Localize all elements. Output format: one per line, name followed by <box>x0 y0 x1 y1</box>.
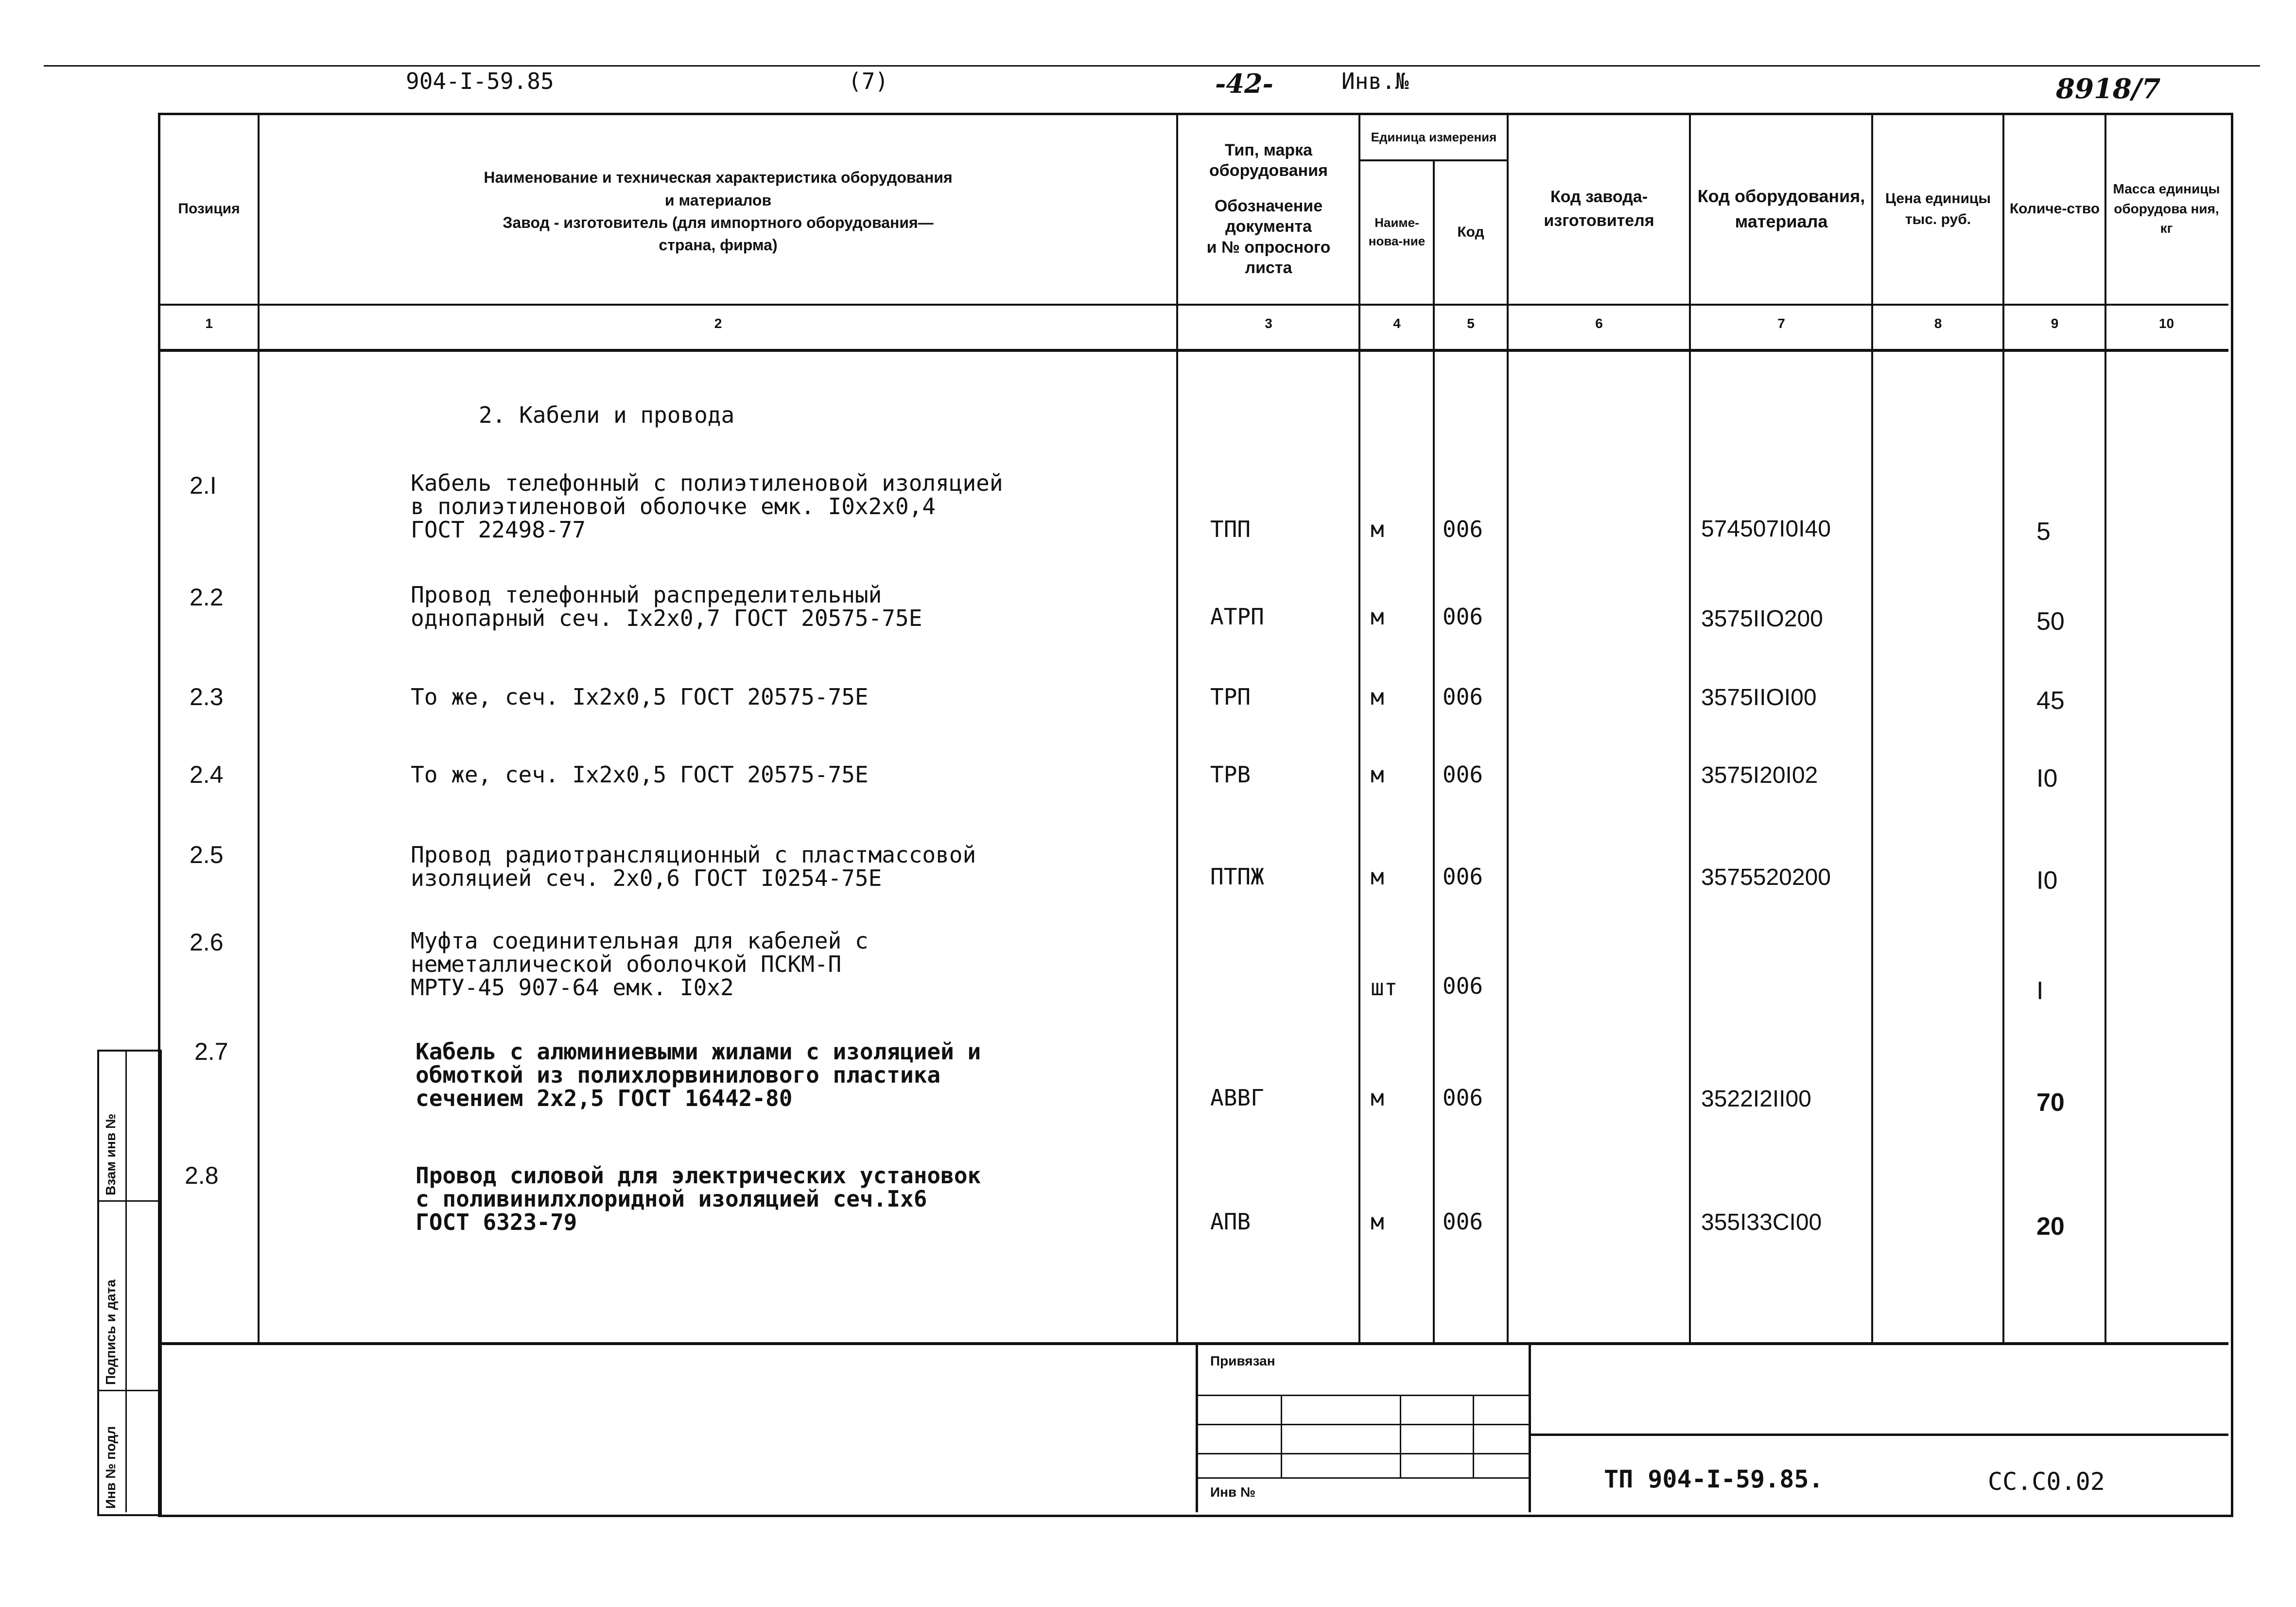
row-name: Кабель телефонный с полиэтиленовой изоляцией в полиэтиленовой оболочке емк. I0x2x0,4 ГОСТ 22498-77 <box>411 470 1003 543</box>
row-quantity: I0 <box>2036 866 2058 895</box>
header-name-line4: страна, фирма) <box>659 236 778 254</box>
header-name-line2: и материалов <box>664 191 772 209</box>
stamp-divider <box>1473 1395 1474 1477</box>
header-unit-group: Единица измерения <box>1371 130 1497 145</box>
row-unit-code: 006 <box>1443 1209 1483 1235</box>
header-type <box>1179 126 1358 292</box>
row-material-code: 3522I2II00 <box>1701 1086 1811 1112</box>
row-material-code: 3575I20I02 <box>1701 762 1818 788</box>
row-position: 2.6 <box>190 929 224 956</box>
doc-code: 904-I-59.85 <box>406 68 554 94</box>
header-price: Цена единицы тыс. руб. <box>1885 190 1991 227</box>
row-position: 2.8 <box>185 1162 219 1189</box>
row-name: Провод радиотрансляционный с пластмассовой изоляцией сеч. 2x0,6 ГОСТ I0254-75Е <box>411 842 976 891</box>
top-rule <box>44 65 2260 67</box>
row-name: Провод силовой для электрических установок с поливинилхлоридной изоляцией сеч.Ix6 ГОСТ 6323-79 <box>416 1162 981 1235</box>
row-quantity: 20 <box>2036 1212 2065 1241</box>
col-divider <box>1358 113 1360 1342</box>
row-quantity: 45 <box>2036 687 2065 715</box>
inventory-label: Инв.№ <box>1341 68 1409 94</box>
colnum: 3 <box>1265 316 1272 331</box>
colnum: 4 <box>1393 316 1401 331</box>
col-divider <box>2105 113 2106 1342</box>
stamp-inv-label: Инв № <box>1210 1485 1256 1500</box>
header-type-line1: Тип, марка <box>1224 140 1313 159</box>
page-number: -42- <box>1215 68 1273 99</box>
colnum: 6 <box>1595 316 1603 331</box>
row-type: ТРП <box>1210 684 1251 710</box>
binding-rule <box>97 1390 158 1391</box>
binding-rule <box>97 1200 158 1202</box>
row-material-code: 3575IIO200 <box>1701 606 1823 632</box>
row-unit-code: 006 <box>1443 516 1483 542</box>
col-divider <box>2002 113 2004 1342</box>
section-title: 2. Кабели и провода <box>479 402 735 428</box>
row-type: ПТПЖ <box>1210 864 1264 890</box>
col-divider <box>1176 113 1178 1342</box>
row-material-code: 355I33CI00 <box>1701 1210 1822 1235</box>
row-position: 2.2 <box>190 584 224 611</box>
stamp-linked-label: Привязан <box>1210 1353 1275 1368</box>
row-unit-code: 006 <box>1443 864 1483 890</box>
stamp-rule <box>1196 1477 1529 1479</box>
col-divider <box>1689 113 1691 1342</box>
row-quantity: I <box>2036 977 2044 1005</box>
header-unit-name: Наиме-нова-ние <box>1368 215 1426 248</box>
header-type-line4: документа <box>1225 217 1312 236</box>
row-name: Провод телефонный распределительный однопарный сеч. Ix2x0,7 ГОСТ 20575-75Е <box>411 582 922 631</box>
stamp-divider <box>1196 1342 1198 1512</box>
row-position: 2.7 <box>194 1038 228 1065</box>
row-type: АВВГ <box>1210 1085 1264 1111</box>
unit-group-rule <box>1358 159 1507 161</box>
header-material-code: Код оборудования, материала <box>1697 186 1865 231</box>
stamp-divider <box>1400 1395 1401 1477</box>
side-vzam: Взам инв № <box>103 1113 118 1195</box>
stamp-rule <box>1196 1453 1529 1454</box>
side-inv-podl: Инв № подл <box>103 1426 118 1509</box>
row-name: То же, сеч. Ix2x0,5 ГОСТ 20575-75Е <box>411 684 869 710</box>
colnum: 10 <box>2158 316 2174 331</box>
header-position: Позиция <box>178 201 240 217</box>
colnum: 8 <box>1934 316 1942 331</box>
archive-number: 8918/7 <box>2056 73 2161 105</box>
row-position: 2.I <box>190 472 217 499</box>
stamp-divider <box>1281 1395 1282 1477</box>
row-unit-code: 006 <box>1443 604 1483 630</box>
row-name: Кабель с алюминиевыми жилами с изоляцией и обмоткой из полихлорвинилового пластика сечением 2x2,5 ГОСТ 16442-80 <box>416 1038 981 1111</box>
colnum: 5 <box>1467 316 1475 331</box>
colnum: 2 <box>714 316 722 331</box>
row-material-code: 574507I0I40 <box>1701 516 1831 542</box>
row-type: ТПП <box>1210 516 1251 542</box>
colnum: 9 <box>2051 316 2059 331</box>
header-rule <box>158 304 2228 306</box>
row-unit: м <box>1371 1085 1384 1111</box>
col-divider <box>1507 113 1509 1342</box>
header-type-line6: листа <box>1245 259 1292 277</box>
row-quantity: I0 <box>2036 764 2058 793</box>
row-name: То же, сеч. Ix2x0,5 ГОСТ 20575-75Е <box>411 761 869 788</box>
col-divider <box>1871 113 1873 1342</box>
colnum-rule <box>158 349 2228 352</box>
row-unit-code: 006 <box>1443 761 1483 788</box>
colnum: 1 <box>205 316 213 331</box>
header-name <box>260 131 1176 292</box>
row-quantity: 70 <box>2036 1089 2065 1117</box>
row-unit-code: 006 <box>1443 973 1483 999</box>
row-name: Муфта соединительная для кабелей с неметаллической оболочкой ПСКМ-П МРТУ-45 907-64 емк. I0x2 <box>411 928 869 1001</box>
row-quantity: 5 <box>2036 518 2051 546</box>
row-unit: шт <box>1371 974 1398 1001</box>
row-unit: м <box>1371 864 1384 890</box>
side-podpis: Подпись и дата <box>103 1279 118 1385</box>
header-type-line2: оборудования <box>1209 161 1328 180</box>
stamp-rule <box>1196 1424 1529 1425</box>
table-bottom-rule <box>158 1342 2228 1345</box>
stamp-divider <box>1529 1342 1531 1512</box>
header-type-line3: Обозначение <box>1214 196 1323 215</box>
header-name-line3: Завод - изготовитель (для импортного оборудования— <box>503 214 934 231</box>
row-material-code: 3575IIOI00 <box>1701 685 1817 710</box>
col-divider <box>1433 160 1435 1342</box>
row-type: АПВ <box>1210 1209 1251 1235</box>
row-unit-code: 006 <box>1443 1085 1483 1111</box>
row-unit-code: 006 <box>1443 684 1483 710</box>
row-unit: м <box>1371 604 1384 630</box>
row-unit: м <box>1371 684 1384 710</box>
row-position: 2.4 <box>190 761 224 788</box>
row-unit: м <box>1371 1209 1384 1235</box>
col-divider <box>258 113 260 1342</box>
row-type: АТРП <box>1210 604 1264 630</box>
row-position: 2.5 <box>190 841 224 868</box>
header-mass: Масса единицы оборудова ния, кг <box>2113 181 2220 236</box>
row-unit: м <box>1371 516 1384 542</box>
row-quantity: 50 <box>2036 607 2065 636</box>
stamp-sheet-code: СС.С0.02 <box>1988 1468 2105 1496</box>
stamp-rule <box>1529 1434 2228 1436</box>
sheet-number: (7) <box>848 68 889 94</box>
row-type: ТРВ <box>1210 761 1251 788</box>
header-name-line1: Наименование и техническая характеристика оборудования <box>484 169 953 187</box>
header-quantity: Количе-ство <box>2009 201 2100 217</box>
row-material-code: 3575520200 <box>1701 864 1831 890</box>
colnum: 7 <box>1777 316 1785 331</box>
stamp-rule <box>1196 1395 1529 1396</box>
row-position: 2.3 <box>190 683 224 710</box>
binding-divider <box>125 1050 127 1512</box>
stamp-designation: ТП 904-I-59.85. <box>1604 1465 1824 1493</box>
header-factory-code: Код завода-изготовителя <box>1544 187 1654 230</box>
header-unit-code: Код <box>1457 224 1484 240</box>
row-unit: м <box>1371 761 1384 788</box>
header-type-line5: и № опросного <box>1206 238 1331 257</box>
